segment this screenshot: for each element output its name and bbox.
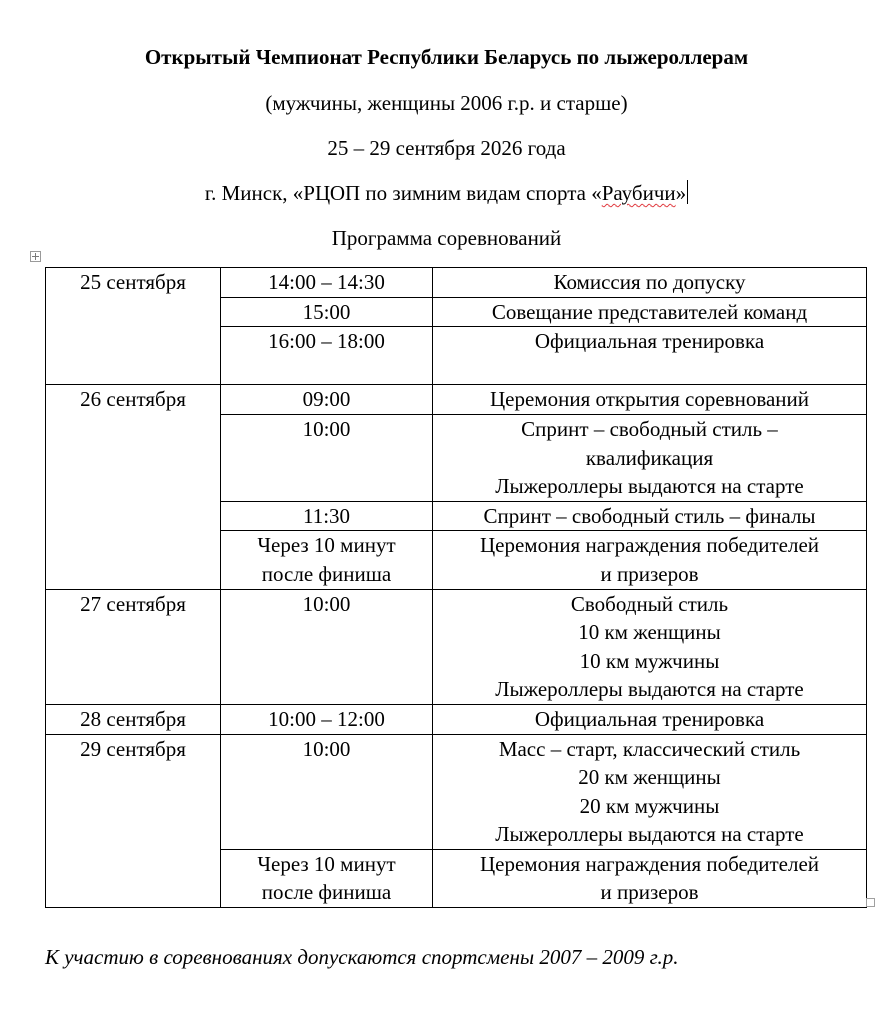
table-row: [46, 589, 867, 704]
event-line: Официальная тренировка: [534, 329, 765, 354]
time-line: после финиша: [261, 880, 392, 905]
event-line: Спринт – свободный стиль –: [521, 416, 778, 441]
time-cell: [221, 501, 433, 531]
time-line: 10:00: [302, 736, 351, 761]
event-line: Официальная тренировка: [534, 706, 765, 731]
document-subtitle: (мужчины, женщины 2006 г.р. и старше): [265, 91, 628, 115]
time-line: 15:00: [302, 299, 351, 324]
table-row: [46, 268, 867, 298]
event-cell: [433, 327, 867, 385]
time-cell: [221, 849, 433, 907]
event-line: Свободный стиль: [570, 591, 729, 616]
event-cell: [433, 589, 867, 704]
event-line: Лыжероллеры выдаются на старте: [495, 677, 804, 702]
event-dates: 25 – 29 сентября 2026 года: [327, 136, 566, 160]
venue-name-spellcheck[interactable]: Раубичи: [601, 181, 676, 205]
event-line: 10 км мужчины: [579, 648, 720, 673]
event-line: Лыжероллеры выдаются на старте: [495, 474, 804, 499]
event-cell: [433, 414, 867, 501]
time-line: после финиша: [261, 561, 392, 586]
table-move-handle-icon[interactable]: [30, 251, 41, 262]
time-line: Через 10 минут: [257, 851, 396, 876]
table-row: [46, 734, 867, 849]
time-cell: [221, 589, 433, 704]
event-line: Лыжероллеры выдаются на старте: [495, 822, 804, 847]
venue-suffix: »: [675, 181, 687, 205]
event-cell: [433, 297, 867, 327]
text-cursor: [687, 180, 688, 204]
event-line: квалификация: [585, 445, 714, 470]
program-heading: Программа соревнований: [331, 226, 562, 250]
time-cell: [221, 704, 433, 734]
event-line: 20 км женщины: [578, 765, 721, 790]
event-line: 10 км женщины: [578, 620, 721, 645]
day-cell: 27 сентября: [46, 589, 221, 704]
event-line: Церемония награждения победителей: [479, 533, 820, 558]
event-cell: [433, 268, 867, 298]
table-row: [46, 385, 867, 415]
event-cell: [433, 531, 867, 589]
table-resize-handle-icon[interactable]: [866, 898, 875, 907]
time-line: 10:00: [302, 416, 351, 441]
event-line: и призеров: [600, 880, 699, 905]
event-line: 20 км мужчины: [579, 793, 720, 818]
time-line: 09:00: [302, 387, 351, 412]
time-cell: [221, 734, 433, 849]
time-cell: [221, 268, 433, 298]
event-cell: [433, 501, 867, 531]
time-line: 10:00: [302, 591, 351, 616]
event-cell: [433, 704, 867, 734]
schedule-table: [45, 267, 867, 908]
event-line: Комиссия по допуску: [553, 270, 746, 294]
schedule-table-body: [46, 268, 867, 908]
event-venue: [0, 180, 893, 206]
event-cell: [433, 849, 867, 907]
day-cell: 25 сентября: [46, 268, 221, 385]
time-line: 10:00 – 12:00: [268, 706, 385, 731]
table-row: [46, 704, 867, 734]
time-cell: [221, 385, 433, 415]
event-line: Церемония открытия соревнований: [490, 387, 809, 412]
event-line: Совещание представителей команд: [491, 299, 808, 324]
blank-line: [437, 356, 862, 385]
document-title: Открытый Чемпионат Республики Беларусь по лыжероллерам: [144, 45, 749, 69]
event-line: Спринт – свободный стиль – финалы: [483, 503, 816, 528]
event-line: Церемония награждения победителей: [479, 851, 820, 876]
time-cell: [221, 297, 433, 327]
event-cell: [433, 734, 867, 849]
event-line: Масс – старт, классический стиль: [498, 736, 801, 761]
time-line: 16:00 – 18:00: [268, 329, 385, 354]
event-line: и призеров: [600, 561, 699, 586]
footnote: К участию в соревнованиях допускаются спортсмены 2007 – 2009 г.р.: [45, 945, 679, 969]
day-cell: 28 сентября: [46, 704, 221, 734]
event-cell: [433, 385, 867, 415]
time-line: Через 10 минут: [257, 533, 396, 558]
day-cell: 29 сентября: [46, 734, 221, 908]
time-line: 11:30: [302, 503, 351, 528]
time-line: 14:00 – 14:30: [268, 270, 385, 294]
day-cell: 26 сентября: [46, 385, 221, 589]
time-cell: [221, 531, 433, 589]
time-cell: [221, 327, 433, 385]
venue-prefix: г. Минск, «РЦОП по зимним видам спорта «: [204, 181, 602, 205]
time-cell: [221, 414, 433, 501]
